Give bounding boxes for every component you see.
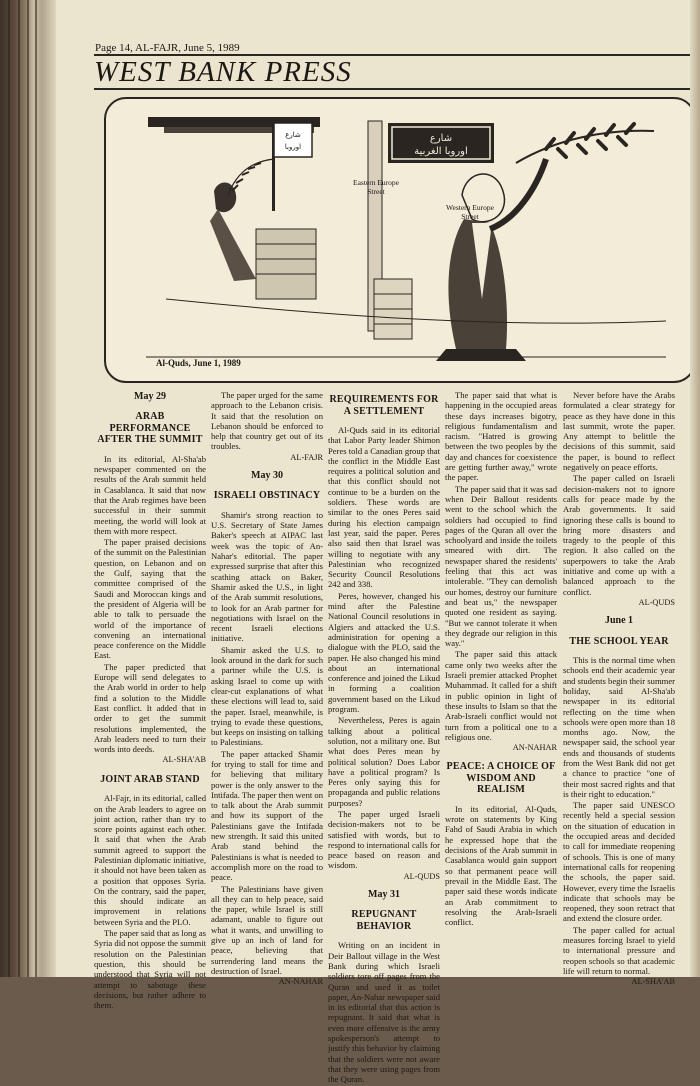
article-headline: JOINT ARAB STAND [100,773,200,785]
article-paragraph: Writing on an incident in Deir Ballout village in the West Bank during which Israeli soldiers tore off pages from the Quran and used it as toilet paper, An-Nahar newspaper said in its editorial that this action is repugnant. It said that what is even more offensive is the army spokesperson's attempt to justify this behavior by claiming that the soldiers were not aware that they were using pages from the Quran. [328,940,440,1085]
article-headline: ISRAELI OBSTINACY [213,490,321,502]
article-paragraph: The paper urged for the same approach to the Lebanon crisis. It said that the resolution on Lebanon should be enforced to help that country get out of its troubles. [211,390,323,452]
page-edge [690,0,700,977]
article-paragraph: Al-Quds said in its editorial that Labor Party leader Shimon Peres told a Canadian group that the conflict in the Middle East requires a political solution and that this conflict should not continue to be a burden on the soldiers. These words are similar to the ones Peres said during his election campaign last year, said the paper. Peres also said then that Israel was willing to negotiate with any Palestinian who recognized Security Council Resolutions 242 and 338. [328,425,440,590]
article-source: AL-QUDS [638,597,675,607]
article-paragraph: The paper called for actual measures forcing Israel to yield to international pressure and reopen schools so that academic life will return to normal. [563,924,675,976]
article-paragraph: The paper praised decisions of the summit on the Palestinian question, on Lebanon and on the Gulf, saying that the committee comprised of the Saudi and Moroccan kings and the president of Algeria will be able to talk to persuade the world of the importance of convening an international peace conference on the Middle East. [94,537,206,661]
column-4 [445,390,557,928]
cartoon-drawing [106,99,694,381]
date-heading: May 30 [251,470,283,482]
article-paragraph: The paper said that what is happening in the occupied areas these days increases bigotry, religious fundamentalism and racism. "Hatred is growing between the two peoples by the day and chances for coexistence are getting further away," wrote the paper. [445,390,557,483]
article-paragraph: The Palestinians have given all they can to help peace, said the paper, while Israel is still adamant, unable to figure out what it wants, and unwilling to give up an inch of land for peace, believing that surrendering land means the destruction of Israel. [211,883,323,976]
book-binding [0,0,56,977]
article-paragraph: The paper said that it was sad when Deir Ballout residents went to the school which the soldiers had occupied to find pages of the Quran all over the schoolyard and inside the toilets smeared with dirt. The newspaper shared the residents' feeling that this act was intolerable. "They can demolish our homes, destroy our furniture and beat us," the newspaper quoted one resident as saying. "But we cannot tolerate it when they degrade our religion in this way." [445,483,557,649]
article-paragraph: The paper said this attack came only two weeks after the Israeli premier attacked Prophet Muhammad. It called for a shift in public opinion in light of these insults to Islam so that the Arab-Israeli conflict would not turn from a political one to a religious one. [445,649,557,742]
date-heading: May 31 [368,889,400,901]
page-header: Page 14, AL-FAJR, June 5, 1989 [95,42,240,54]
article-headline: THE SCHOOL YEAR [569,635,669,647]
article-paragraph: The paper said UNESCO recently held a special session on the situation of education in the occupied areas and decided to call for immediate reopening of schools. This is one of many international calls for reopening the schools, the paper said. However, every time the Israelis indicate that schools may be reopened, they soon retract that and extend the closure order. [563,800,675,924]
article-headline: REQUIREMENTS FOR A SETTLEMENT [329,394,439,417]
cartoon-credit: Al-Quds, June 1, 1989 [156,358,241,368]
article-source: AN-NAHAR [512,743,557,753]
column-5 [563,390,675,996]
column-3 [328,390,440,1086]
article-paragraph: In its editorial, Al-Quds, wrote on statements by King Fahd of Saudi Arabia in which he expressed hope that the decisions of the Arab summit in Casablanca would gain support so that permanent peace will prevail in the Middle East. The paper said these words indicate an Arab commitment to resolving the Arab-Israeli conflict. [445,803,557,928]
newspaper-page [56,0,700,1085]
cartoon-sign-label-west: Western Europe Street [446,203,494,221]
article-paragraph: Shamir's strong reaction to U.S. Secretary of State James Baker's speech at AIPAC last week was the topic of An-Nahar's editorial. The paper expressed surprise that after this scathing attack on Baker, Shamir asked the U.S., in light of the Arab summit resolutions, to look for an Arab partner for negotiations with Israel on the recent Israeli elections initiative. [211,509,323,644]
article-paragraph: Nevertheless, Peres is again talking about a political solution, not a military one. But what does Peres mean by political solution? Does Labor have a political program? Is Peres only saying this for propaganda and public relations purposes? [328,715,440,808]
date-heading: June 1 [604,615,634,627]
article-source: AL-SHA'AB [631,977,675,987]
article-paragraph: This is the normal time when schools end their academic year and students begin their summer holiday, said Al-Sha'ab newspaper in its editorial reflecting on the time when schools were open more than 18 months ago. Now, the newspaper said, the school year ends and thousands of students from the West Bank did not get a chance to practice "one of their most sacred rights and that is their right to education." [563,655,675,799]
svg-text:شارع: شارع [429,133,453,144]
cartoon-sign-label-east: Eastern Europe Street [352,178,400,196]
article-paragraph: In its editorial, Al-Sha'ab newspaper commented on the results of the Arab summit held in Casablanca. It said that now that the Arab regimes have been successful in their summit meeting, the world will look at them with more respect. [94,453,206,536]
article-paragraph: Peres, however, changed his mind after the Palestine National Council resolutions in Algiers and attacked the U.S. administration for opening a dialogue with the PLO, said the paper. He also changed his mind about an international conference and joined the Likud in forming a coalition government based on the Likud program. [328,590,440,715]
article-source: AL-QUDS [403,871,440,881]
article-paragraph: The paper attacked Shamir for trying to stall for time and for believing that military power is the only answer to the Intifada. The paper then went on to talk about the Arab summit and how its support of the Palestinians gave the Intifada new strength. It said this united Arab stand behind the Palestinians is what is needed to accomplish more on the road to peace. [211,748,323,883]
article-paragraph: The paper called on Israeli decision-makers not to ignore calls for peace made by the Arab governments. It said ignoring these calls is bound to bring more disasters and tragedy to the people of this region. It also called on the superpowers to take the Arab initiative and come up with a balanced approach to the conflict. [563,473,675,597]
date-heading: May 29 [134,391,166,402]
article-paragraph: Never before have the Arabs formulated a clear strategy for peace as they have done in this last summit, wrote the paper. Any attempt to belittle the decisions of this summit, said the paper, is bound to reflect negatively on peace efforts. [563,390,675,473]
article-source: AL-SHA'AB [162,755,206,765]
column-1 [94,390,206,1011]
left-street-sign [274,123,312,157]
svg-text:شارع: شارع [285,131,301,139]
masthead-rule [94,88,694,90]
article-paragraph: Shamir asked the U.S. to look around in the dark for such a partner while the U.S. is asking Israel to come up with clear-cut explanations of what these elections will lead to, said the paper. Israel, meanwhile, is trying to evade these questions, but keeps on insisting on talking to Palestinians. [211,644,323,748]
article-paragraph: The paper predicted that Europe will send delegates to the Arab world in order to help find a solution to the Middle East conflict. It added that in order to get the summit resolutions implemented, the Arab leaders need to turn their words into deeds. [94,661,206,755]
article-headline: PEACE: A CHOICE OF WISDOM AND REALISM [446,761,556,796]
article-headline: ARAB PERFORMANCE AFTER THE SUMMIT [97,411,203,446]
column-2 [211,390,323,996]
article-source: AN-NAHAR [278,977,323,987]
editorial-cartoon [104,97,696,383]
masthead-title: WEST BANK PRESS [94,56,352,88]
svg-text:اوروبا الغربية: اوروبا الغربية [414,146,468,157]
article-source: AL-FAJR [290,452,323,462]
article-paragraph: The paper urged Israeli decision-makers not to be satisfied with words, but to respond to international calls for peace based on reason and wisdom. [328,808,440,871]
article-headline: REPUGNANT BEHAVIOR [351,909,417,932]
article-paragraph: Al-Fajr, in its editorial, called on the Arab leaders to agree on joint action, rather than try to score points against each other. It said that when the Arab summit agreed to support the Palestinian diplomatic initiative, it should not have been taken as a position that opposes Syria. On the contrary, said the paper, this should indicate an improvement in relations between Syria and the PLO. [94,793,206,927]
svg-text:اوروبا: اوروبا [284,143,302,151]
small-figure-head [214,182,236,212]
article-paragraph: The paper said that as long as Syria did not oppose the summit resolution on the Palestinian question, this should be understood that Syria will not attempt to sabotage these decisions, but rather adhere to them. [94,928,206,1011]
